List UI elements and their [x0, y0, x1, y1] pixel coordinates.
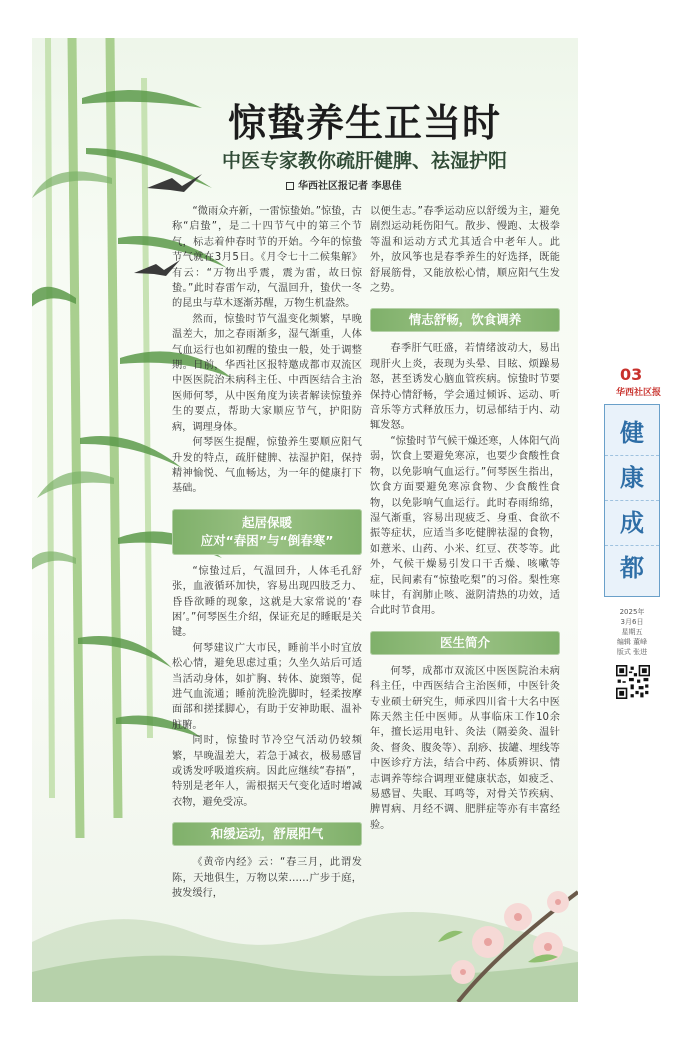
byline [286, 177, 466, 192]
byline-box-icon [286, 182, 294, 190]
right-column [370, 204, 560, 833]
meta-line: 2025年 [619, 608, 645, 616]
paragraph: 然而，惊蛰时节气温变化频繁，早晚温差大，加之春雨渐多，湿气渐重，人体气血运行也如初醒的蛰虫一般，处于调整期。日前，华西社区报特邀成都市双流区中医医院治未病科主任、中西医结合主治医师何琴，从中医角度为读者解读惊蛰养生的要点，帮助大家顺应节气，护阳防病，调理身体。 [172, 313, 362, 433]
section-char: 都 [620, 554, 644, 582]
issue-meta [604, 607, 660, 657]
section-heading-emotion-diet: 情志舒畅，饮食调养 [370, 308, 560, 332]
section-heading-rest [172, 509, 362, 555]
section-heading-line2: 应对“春困”与“倒春寒” [200, 532, 334, 548]
qr-code-icon[interactable] [616, 665, 650, 699]
paragraph: 何琴建议广大市民，睡前半小时宜放松心情，避免思虑过重；久坐久站后可适当活动身体，如扩胸、转体、旋頸等，促进气血流通；睡前洗脸洗脚时，轻柔按摩面部和搓揉脚心，有助于安神助眠、温补脏腑。 [172, 642, 362, 731]
meta-line: 版式 张进 [616, 648, 648, 656]
left-column [172, 204, 362, 901]
headline: 惊蛰养生正当时 [228, 101, 502, 145]
paragraph: 以便生志。”春季运动应以舒缓为主，避免剧烈运动耗伤阳气。散步、慢跑、太极拳等温和运动方式尤其适合中老年人。此外，放风筝也是春季养生的好选择，既能舒展筋骨，又能放松心情，顺应阳气生发之势。 [370, 206, 560, 295]
paragraph: 同时，惊蛰时节冷空气活动仍较频繁，早晚温差大，若急于减衣，极易感冒或诱发呼吸道疾病。因此应继续“春捂”，特别是老年人，需根据天气变化适时增减衣物，避免受凉。 [172, 735, 362, 808]
meta-line: 编辑 董峰 [616, 638, 648, 646]
paragraph: 何琴医生提醒，惊蛰养生要顺应阳气升发的特点，疏肝健脾、祛湿护阳，保持精神愉悦、气血畅达，为一年的健康打下基础。 [172, 437, 362, 495]
section-heading-exercise: 和缓运动，舒展阳气 [172, 822, 362, 846]
page-number: 03 [620, 365, 643, 384]
paragraph: “惊蛰过后，气温回升，人体毛孔舒张，血液循环加快，容易出现四肢乏力、昏昏欲睡的现象，这就是大家常说的‘春困’。”何琴医生介绍，保证充足的睡眠是关键。 [172, 565, 362, 639]
meta-line: 星期五 [621, 628, 643, 636]
brand-name: 华西社区报 [616, 388, 662, 398]
paragraph: “惊蛰时节气候干燥还寒，人体阳气尚弱，饮食上要避免寒凉，也要少食酸性食物，以免影响气血运行。”何琴医生指出，饮食方面要避免寒凉食物、少食酸性食物，以免影响气血运行。此时春雨绵绵，湿气渐重，容易出现疲乏、身重、食欲不振等症状，应适当多吃健脾祛湿的食物，如薏米、山药、小米、红豆、茯苓等。此外，气候干燥易引发口干舌燥、咳嗽等症，民间素有“惊蛰吃梨”的习俗。梨性寒味甘，有润肺止咳、滋阴清热的功效，适合此时节食用。 [370, 435, 560, 617]
section-sidebar [604, 366, 662, 703]
section-char: 健 [605, 411, 659, 456]
section-char: 康 [605, 456, 659, 501]
paragraph: 《黄帝内经》云：“春三月，此谓发陈，天地俱生，万物以荣……广步于庭，披发缓行， [172, 857, 362, 900]
blossom-illustration [418, 832, 578, 1002]
section-heading-line1: 起居保暖 [241, 514, 292, 530]
section-char: 成 [605, 501, 659, 546]
subheadline: 中医专家教你疏肝健脾、祛湿护阳 [222, 150, 508, 172]
section-name-vertical [604, 404, 660, 597]
paragraph: 春季肝气旺盛，若情绪波动大，易出现肝火上炎，表现为头晕、目眩、烦躁易怒，甚至诱发心脑血管疾病。惊蛰时节要保持心情舒畅，学会通过倾诉、运动、听音乐等方式释放压力，切忌郁结于内、动辄发怒。 [370, 343, 560, 432]
meta-line: 3月6日 [620, 618, 644, 626]
paragraph: 何琴，成都市双流区中医医院治未病科主任，中西医结合主治医师，中医针灸专业硕士研究生，师承四川省十大名中医陈天然主任中医师。从事临床工作10余年，擅长运用电针、灸法（隔姜灸、温针灸、督灸、腹灸等）、刮痧、拔罐、埋线等中医诊疗方法，结合中药、体质辨识、情志调养等综合调理亚健康状态，如疲乏、易感冒、失眠、耳鸣等，对骨关节疾病、脾胃病、月经不调、肥胖症等亦有丰富经验。 [370, 665, 560, 831]
paragraph: “微雨众卉新，一雷惊蛰始。”惊蛰，古称“启蛰”，是二十四节气中的第三个节气，标志着仲春时节的开始。今年的惊蛰节气就在3月5日。《月令七十二候集解》有云：“万物出乎震，震为雷，故曰惊蛰。”此时春雷乍动，气温回升，蛰伏一冬的昆虫与草木逐渐苏醒，万物生机盎然。 [172, 206, 362, 310]
section-heading-doctor-profile: 医生简介 [370, 631, 560, 655]
byline-text: 华西社区报记者 李思佳 [298, 181, 402, 192]
